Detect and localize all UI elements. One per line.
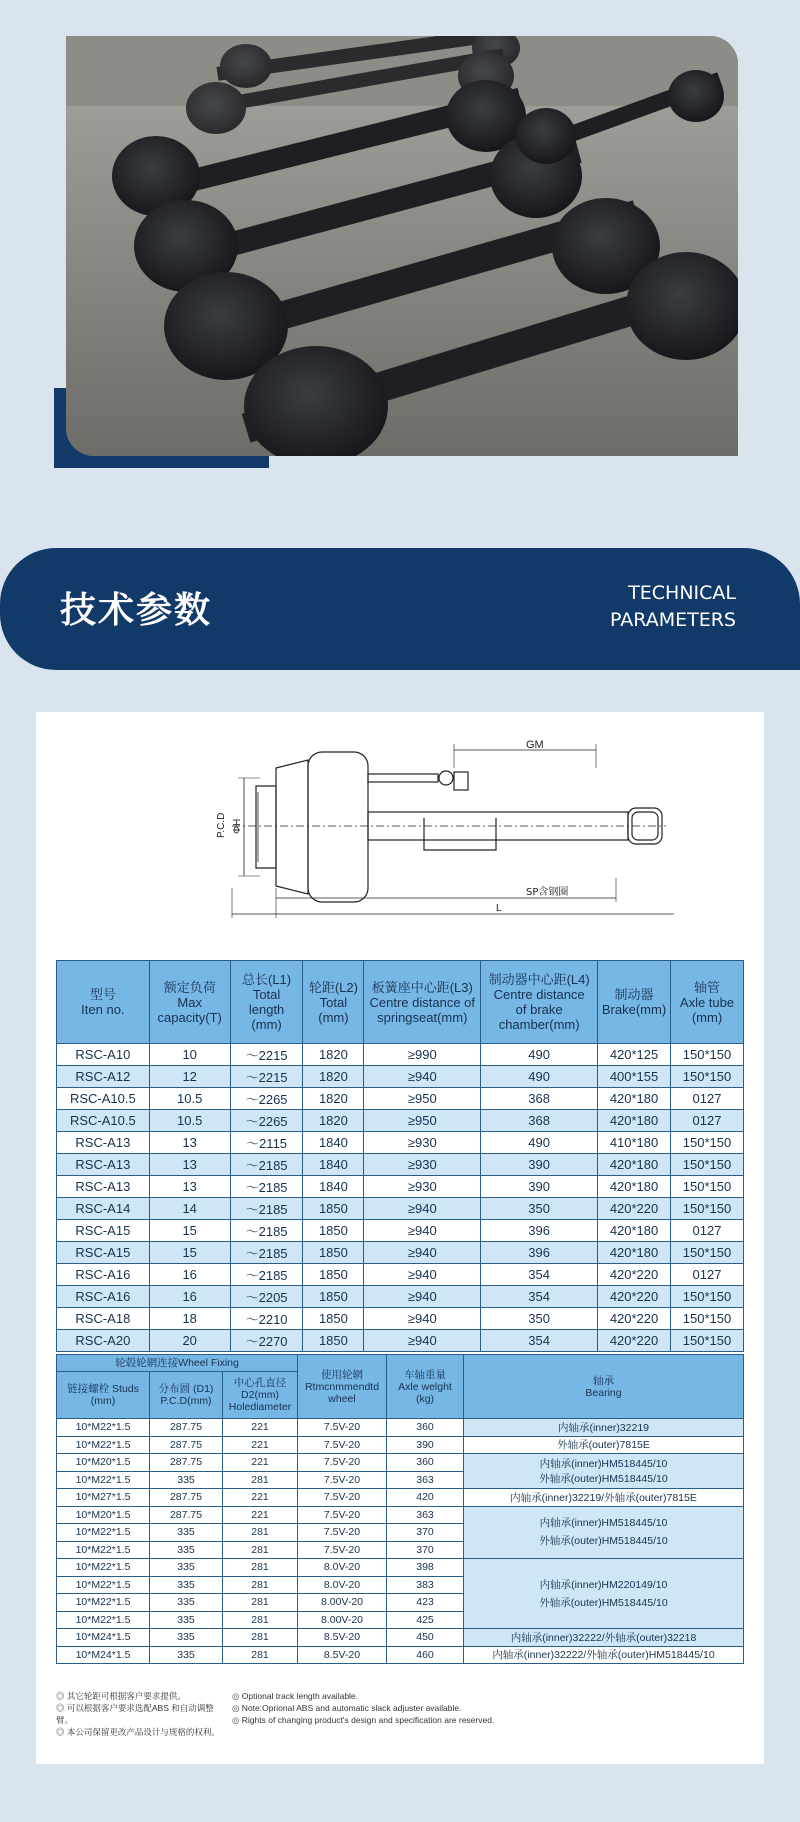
wheel-fixing-cell: 10*M22*1.5 <box>57 1576 150 1594</box>
spec-table-cell: 1850 <box>303 1242 364 1264</box>
bearing-line: 内轴承(inner)HM518445/10 <box>539 1517 668 1530</box>
wheel-fixing-cell: 390 <box>387 1436 464 1454</box>
spec-table-cell: 420*180 <box>598 1110 671 1132</box>
wheel-fixing-cell: 7.5V-20 <box>298 1524 387 1542</box>
wheel-fixing-cell: 360 <box>387 1419 464 1437</box>
spec-table-cell: 396 <box>481 1242 598 1264</box>
spec-table-cell: 420*180 <box>598 1220 671 1242</box>
axles-photo <box>66 36 738 456</box>
header-track: 轮距(L2) Total (mm) <box>303 961 364 1044</box>
wheel-fixing-cell: 281 <box>223 1594 298 1612</box>
wheel-fixing-cell: 10*M22*1.5 <box>57 1559 150 1577</box>
axle-spec-table <box>56 960 744 1352</box>
wheel-fixing-cell: 423 <box>387 1594 464 1612</box>
wheel-fixing-cell: 383 <box>387 1576 464 1594</box>
spec-table-cell: ≥940 <box>364 1286 481 1308</box>
spec-table-cell: 420*220 <box>598 1286 671 1308</box>
bearing-cell <box>464 1646 744 1664</box>
header-hole: 中心孔直径 D2(mm) Holediameter <box>223 1372 298 1419</box>
spec-table-header-row <box>57 961 744 1044</box>
wheel-fixing-row <box>57 1419 744 1437</box>
note-en: ◎ Rights of changing product's design and specification are reserved. <box>232 1714 632 1726</box>
wheel-fixing-cell: 281 <box>223 1629 298 1647</box>
spec-table-cell: 420*220 <box>598 1198 671 1220</box>
wheel-fixing-cell: 335 <box>150 1594 223 1612</box>
spec-table-cell: ～2215 <box>230 1044 303 1066</box>
wheel-fixing-cell: 10*M22*1.5 <box>57 1524 150 1542</box>
spec-table-cell: 1840 <box>303 1154 364 1176</box>
spec-table-cell: 10.5 <box>149 1110 230 1132</box>
wheel-fixing-cell: 335 <box>150 1576 223 1594</box>
wheel-fixing-row <box>57 1629 744 1647</box>
note-cn: ◎ 其它轮距可根据客户要求提供。 <box>56 1690 226 1702</box>
bearing-cell <box>464 1506 744 1559</box>
wheel-fixing-cell: 7.5V-20 <box>298 1436 387 1454</box>
wheel-fixing-cell: 10*M24*1.5 <box>57 1646 150 1664</box>
spec-table-cell: 368 <box>481 1110 598 1132</box>
note-en: ◎ Optional track length available. <box>232 1690 632 1702</box>
spec-table-cell: 420*220 <box>598 1264 671 1286</box>
wheel-fixing-cell: 221 <box>223 1506 298 1524</box>
product-photo-section <box>54 36 738 456</box>
wheel-fixing-cell: 10*M22*1.5 <box>57 1541 150 1559</box>
bearing-line: 内轴承(inner)32222/外轴承(outer)HM518445/10 <box>492 1649 715 1662</box>
header-capacity: 额定负荷 Max capacity(T) <box>149 961 230 1044</box>
wheel-fixing-table <box>56 1354 744 1664</box>
spec-table-cell: 354 <box>481 1264 598 1286</box>
spec-table-cell: 0127 <box>671 1088 744 1110</box>
wheel-fixing-cell: 8.00V-20 <box>298 1611 387 1629</box>
spec-table-cell: 16 <box>149 1286 230 1308</box>
wheel-fixing-cell: 425 <box>387 1611 464 1629</box>
spec-table-cell: 150*150 <box>671 1132 744 1154</box>
spec-table-cell: RSC-A18 <box>57 1308 150 1330</box>
header-wheel: 使用轮辋 Rtmcnmmendtd wheel <box>298 1355 387 1419</box>
spec-table-cell: ～2185 <box>230 1154 303 1176</box>
wheel-fixing-cell: 7.5V-20 <box>298 1489 387 1507</box>
spec-table-cell: 150*150 <box>671 1330 744 1352</box>
wheel-fixing-cell: 10*M22*1.5 <box>57 1471 150 1489</box>
spec-table-cell: RSC-A20 <box>57 1330 150 1352</box>
spec-table-cell: 1850 <box>303 1286 364 1308</box>
spec-table-cell: ～2270 <box>230 1330 303 1352</box>
spec-table-cell: 150*150 <box>671 1154 744 1176</box>
spec-table-cell: 420*180 <box>598 1088 671 1110</box>
footnotes-cn <box>56 1690 226 1738</box>
bearing-cell <box>464 1419 744 1437</box>
wheel-fixing-row <box>57 1506 744 1524</box>
spec-table-cell: ～2185 <box>230 1220 303 1242</box>
wheel-fixing-row <box>57 1454 744 1472</box>
wheel-fixing-cell: 281 <box>223 1541 298 1559</box>
spec-table-cell: 396 <box>481 1220 598 1242</box>
spec-table-row <box>57 1110 744 1132</box>
note-cn: ◎ 可以根据客户要求选配ABS 和自动调整臂。 <box>56 1702 226 1726</box>
spec-table-cell: RSC-A16 <box>57 1264 150 1286</box>
wheel-fixing-cell: 450 <box>387 1629 464 1647</box>
spec-table-cell: 15 <box>149 1220 230 1242</box>
spec-table-cell: ～2215 <box>230 1066 303 1088</box>
header-model: 型号 Iten no. <box>57 961 150 1044</box>
wheel-fixing-group-header: 轮毂轮辋连接Wheel Fixing <box>57 1355 298 1372</box>
spec-table-cell: RSC-A13 <box>57 1176 150 1198</box>
spec-table-row <box>57 1308 744 1330</box>
wheel-fixing-cell: 370 <box>387 1524 464 1542</box>
spec-table-cell: 400*155 <box>598 1066 671 1088</box>
wheel-fixing-cell: 221 <box>223 1419 298 1437</box>
spec-table-row <box>57 1044 744 1066</box>
wheel-fixing-row <box>57 1489 744 1507</box>
wheel-fixing-cell: 10*M22*1.5 <box>57 1594 150 1612</box>
spec-table-row <box>57 1176 744 1198</box>
wheel-fixing-cell: 281 <box>223 1559 298 1577</box>
label-phi: ΦH <box>232 818 243 834</box>
wheel-fixing-cell: 335 <box>150 1629 223 1647</box>
bearing-line: 外轴承(outer)HM518445/10 <box>539 1535 668 1548</box>
spec-table-cell: ～2265 <box>230 1088 303 1110</box>
wheel-fixing-cell: 10*M20*1.5 <box>57 1506 150 1524</box>
wheel-fixing-cell: 335 <box>150 1559 223 1577</box>
wheel-fixing-cell: 335 <box>150 1646 223 1664</box>
spec-table-cell: ～2185 <box>230 1242 303 1264</box>
spec-table-cell: 350 <box>481 1308 598 1330</box>
spec-table-cell: RSC-A14 <box>57 1198 150 1220</box>
spec-table-cell: ～2210 <box>230 1308 303 1330</box>
wheel-fixing-cell: 221 <box>223 1489 298 1507</box>
spec-table-cell: RSC-A10.5 <box>57 1088 150 1110</box>
wheel-fixing-cell: 10*M24*1.5 <box>57 1629 150 1647</box>
spec-table-cell: 420*125 <box>598 1044 671 1066</box>
wheel-fixing-row <box>57 1436 744 1454</box>
spec-table-cell: ≥940 <box>364 1308 481 1330</box>
spec-table-cell: 490 <box>481 1044 598 1066</box>
spec-table-cell: RSC-A10.5 <box>57 1110 150 1132</box>
spec-table-cell: 0127 <box>671 1220 744 1242</box>
spec-table-cell: ≥940 <box>364 1066 481 1088</box>
wheel-fixing-cell: 281 <box>223 1646 298 1664</box>
spec-table-cell: 420*220 <box>598 1330 671 1352</box>
wheel-fixing-cell: 287.75 <box>150 1419 223 1437</box>
spec-table-cell: 354 <box>481 1330 598 1352</box>
wheel-fixing-cell: 360 <box>387 1454 464 1472</box>
spec-table-row <box>57 1154 744 1176</box>
spec-table-cell: 1840 <box>303 1132 364 1154</box>
spec-table-cell: ≥930 <box>364 1132 481 1154</box>
note-cn: ◎ 本公司保留更改产品设计与规格的权利。 <box>56 1726 226 1738</box>
spec-table-cell: 150*150 <box>671 1198 744 1220</box>
wheel-fixing-cell: 398 <box>387 1559 464 1577</box>
wheel-fixing-cell: 287.75 <box>150 1454 223 1472</box>
spec-table-cell: 390 <box>481 1176 598 1198</box>
banner-title-en <box>610 580 736 634</box>
spec-table-cell: 1850 <box>303 1220 364 1242</box>
label-pcd: P.C.D <box>216 812 227 838</box>
spec-table-cell: 16 <box>149 1264 230 1286</box>
header-brake-chamber: 制动器中心距(L4) Centre distance of brake chamber(mm) <box>481 961 598 1044</box>
spec-card <box>36 712 764 1764</box>
wheel-fixing-cell: 420 <box>387 1489 464 1507</box>
bearing-line: 内轴承(inner)HM518445/10 <box>539 1458 668 1470</box>
spec-table-cell: 368 <box>481 1088 598 1110</box>
spec-table-cell: 150*150 <box>671 1242 744 1264</box>
label-l: L <box>496 903 502 914</box>
spec-table-cell: 13 <box>149 1176 230 1198</box>
wheel-fixing-cell: 10*M22*1.5 <box>57 1419 150 1437</box>
header-brake: 制动器 Brake(mm) <box>598 961 671 1044</box>
spec-table-cell: 390 <box>481 1154 598 1176</box>
header-axle-tube: 轴管 Axle tube (mm) <box>671 961 744 1044</box>
wheel-fixing-cell: 10*M22*1.5 <box>57 1436 150 1454</box>
wheel-fixing-table-body <box>57 1419 744 1664</box>
wheel-fixing-cell: 281 <box>223 1524 298 1542</box>
spec-table-cell: RSC-A13 <box>57 1154 150 1176</box>
spec-table-cell: 350 <box>481 1198 598 1220</box>
spec-table-cell: ≥940 <box>364 1198 481 1220</box>
spec-table-cell: ≥990 <box>364 1044 481 1066</box>
spec-table-cell: 420*180 <box>598 1242 671 1264</box>
bearing-cell <box>464 1629 744 1647</box>
wheel-fixing-cell: 363 <box>387 1506 464 1524</box>
wheel-fixing-cell: 7.5V-20 <box>298 1419 387 1437</box>
header-studs: 链接螺栓 Studs (mm) <box>57 1372 150 1419</box>
spec-table-cell: ≥940 <box>364 1330 481 1352</box>
wheel-fixing-cell: 8.5V-20 <box>298 1629 387 1647</box>
wheel-fixing-cell: 7.5V-20 <box>298 1454 387 1472</box>
header-springseat: 板簧座中心距(L3) Centre distance of springseat(mm) <box>364 961 481 1044</box>
wheel-fixing-cell: 363 <box>387 1471 464 1489</box>
wheel-fixing-cell: 281 <box>223 1471 298 1489</box>
label-sp: SP含钢圈 <box>526 887 569 898</box>
label-gm: GM <box>526 739 544 751</box>
spec-table-row <box>57 1198 744 1220</box>
wheel-fixing-cell: 7.5V-20 <box>298 1471 387 1489</box>
spec-table-cell: ≥930 <box>364 1154 481 1176</box>
wheel-fixing-cell: 287.75 <box>150 1506 223 1524</box>
spec-table-cell: 420*180 <box>598 1176 671 1198</box>
spec-table-cell: 20 <box>149 1330 230 1352</box>
technical-parameters-banner <box>0 548 800 670</box>
spec-table-cell: ≥950 <box>364 1110 481 1132</box>
wheel-fixing-cell: 8.00V-20 <box>298 1594 387 1612</box>
spec-table-cell: 1820 <box>303 1044 364 1066</box>
bearing-line: 内轴承(inner)32219 <box>557 1421 650 1434</box>
spec-table-cell: ≥940 <box>364 1220 481 1242</box>
spec-table-cell: 490 <box>481 1066 598 1088</box>
spec-table-cell: 1850 <box>303 1308 364 1330</box>
spec-table-cell: RSC-A12 <box>57 1066 150 1088</box>
wheel-fixing-cell: 10*M20*1.5 <box>57 1454 150 1472</box>
banner-title-en-line1: TECHNICAL <box>628 582 736 604</box>
spec-table-row <box>57 1220 744 1242</box>
spec-table-cell: ～2115 <box>230 1132 303 1154</box>
bearing-line: 内轴承(inner)32222/外轴承(outer)32218 <box>510 1631 697 1644</box>
wheel-fixing-cell: 7.5V-20 <box>298 1506 387 1524</box>
spec-table-cell: ≥950 <box>364 1088 481 1110</box>
spec-table-cell: 14 <box>149 1198 230 1220</box>
spec-table-cell: 150*150 <box>671 1286 744 1308</box>
spec-table-cell: 150*150 <box>671 1308 744 1330</box>
spec-table-cell: 0127 <box>671 1110 744 1132</box>
spec-table-cell: RSC-A10 <box>57 1044 150 1066</box>
spec-table-cell: RSC-A15 <box>57 1220 150 1242</box>
spec-table-cell: ～2265 <box>230 1110 303 1132</box>
spec-table-cell: RSC-A16 <box>57 1286 150 1308</box>
spec-table-cell: 1820 <box>303 1110 364 1132</box>
spec-table-row <box>57 1132 744 1154</box>
spec-table-cell: 150*150 <box>671 1066 744 1088</box>
wheel-fixing-cell: 335 <box>150 1524 223 1542</box>
wheel-fixing-cell: 287.75 <box>150 1489 223 1507</box>
spec-table-cell: 0127 <box>671 1264 744 1286</box>
spec-table-cell: 1850 <box>303 1264 364 1286</box>
spec-table-row <box>57 1066 744 1088</box>
spec-table-cell: 10.5 <box>149 1088 230 1110</box>
footnotes-en <box>232 1690 632 1726</box>
bearing-cell <box>464 1454 744 1489</box>
axles-illustration <box>66 36 738 456</box>
spec-table-row <box>57 1088 744 1110</box>
axle-technical-drawing <box>196 738 676 938</box>
wheel-fixing-cell: 370 <box>387 1541 464 1559</box>
spec-table-cell: 10 <box>149 1044 230 1066</box>
bearing-cell <box>464 1436 744 1454</box>
spec-table-cell: 13 <box>149 1154 230 1176</box>
wheel-fixing-cell: 221 <box>223 1436 298 1454</box>
spec-table-cell: ≥940 <box>364 1264 481 1286</box>
wheel-fixing-row <box>57 1559 744 1577</box>
spec-table-cell: 150*150 <box>671 1176 744 1198</box>
banner-title-cn: 技术参数 <box>60 590 213 631</box>
wheel-fixing-cell: 460 <box>387 1646 464 1664</box>
bearing-cell <box>464 1489 744 1507</box>
spec-table-row <box>57 1242 744 1264</box>
spec-table-cell: 12 <box>149 1066 230 1088</box>
bearing-line: 外轴承(outer)7815E <box>557 1439 650 1452</box>
spec-table-cell: 1820 <box>303 1066 364 1088</box>
wheel-fixing-cell: 335 <box>150 1611 223 1629</box>
bearing-line: 内轴承(inner)HM220149/10 <box>539 1578 668 1591</box>
bearing-line: 外轴承(outer)HM518445/10 <box>539 1473 668 1485</box>
header-axle-weight: 车轴重量 Axle welght (kg) <box>387 1355 464 1419</box>
wheel-fixing-cell: 221 <box>223 1454 298 1472</box>
spec-table-cell: 354 <box>481 1286 598 1308</box>
spec-table-cell: 420*220 <box>598 1308 671 1330</box>
note-en: ◎ Note:Oprional ABS and automatic slack adjuster available. <box>232 1702 632 1714</box>
wheel-fixing-cell: 10*M22*1.5 <box>57 1611 150 1629</box>
spec-table-cell: ～2185 <box>230 1176 303 1198</box>
spec-table-row <box>57 1264 744 1286</box>
bearing-line: 外轴承(outer)HM518445/10 <box>539 1596 668 1609</box>
spec-table-cell: 150*150 <box>671 1044 744 1066</box>
wheel-fixing-cell: 281 <box>223 1576 298 1594</box>
spec-table-cell: RSC-A15 <box>57 1242 150 1264</box>
spec-table-cell: ≥930 <box>364 1176 481 1198</box>
spec-table-row <box>57 1286 744 1308</box>
bearing-line: 内轴承(inner)32219/外轴承(outer)7815E <box>510 1491 697 1504</box>
wheel-fixing-cell: 287.75 <box>150 1436 223 1454</box>
spec-table-cell: 1840 <box>303 1176 364 1198</box>
wheel-fixing-cell: 7.5V-20 <box>298 1541 387 1559</box>
spec-table-cell: ≥940 <box>364 1242 481 1264</box>
spec-table-cell: 15 <box>149 1242 230 1264</box>
wheel-fixing-row <box>57 1646 744 1664</box>
spec-table-body <box>57 1044 744 1352</box>
wheel-fixing-cell: 335 <box>150 1541 223 1559</box>
spec-table-cell: 13 <box>149 1132 230 1154</box>
spec-table-cell: RSC-A13 <box>57 1132 150 1154</box>
spec-table-row <box>57 1330 744 1352</box>
wheel-fixing-cell: 335 <box>150 1471 223 1489</box>
spec-table-cell: ～2205 <box>230 1286 303 1308</box>
spec-table-cell: 1850 <box>303 1330 364 1352</box>
banner-title-en-line2: PARAMETERS <box>610 609 736 631</box>
header-bearing: 轴承 Bearing <box>464 1355 744 1419</box>
wheel-fixing-cell: 281 <box>223 1611 298 1629</box>
spec-table-cell: 410*180 <box>598 1132 671 1154</box>
spec-table-cell: 420*180 <box>598 1154 671 1176</box>
spec-table-cell: ～2185 <box>230 1198 303 1220</box>
spec-table-cell: 1850 <box>303 1198 364 1220</box>
bearing-cell <box>464 1559 744 1629</box>
wheel-fixing-cell: 8.5V-20 <box>298 1646 387 1664</box>
spec-table-cell: 18 <box>149 1308 230 1330</box>
spec-table-cell: 1820 <box>303 1088 364 1110</box>
header-total-length: 总长(L1) Total length (mm) <box>230 961 303 1044</box>
header-pcd: 分布圆 (D1) P.C.D(mm) <box>150 1372 223 1419</box>
wheel-fixing-cell: 8.0V-20 <box>298 1559 387 1577</box>
wheel-fixing-cell: 10*M27*1.5 <box>57 1489 150 1507</box>
spec-table-cell: 490 <box>481 1132 598 1154</box>
wheel-fixing-cell: 8.0V-20 <box>298 1576 387 1594</box>
spec-table-cell: ～2185 <box>230 1264 303 1286</box>
